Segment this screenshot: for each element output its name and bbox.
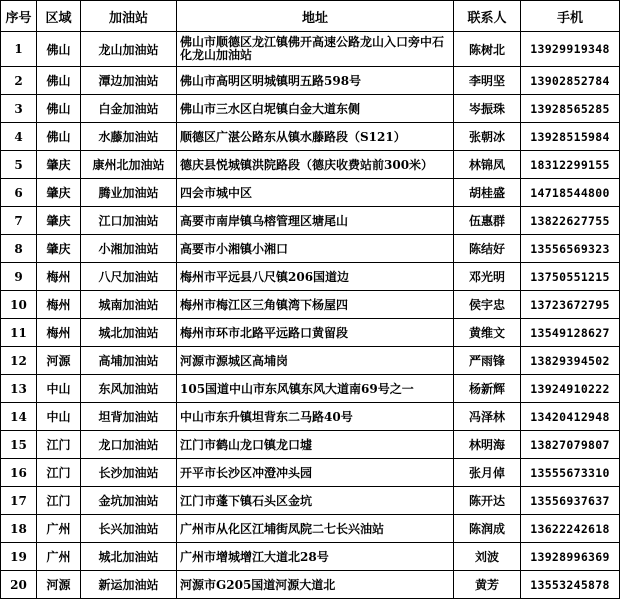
address: 广州市从化区江埔街凤院二七长兴油站 <box>177 515 454 543</box>
table-row <box>1 403 620 431</box>
table-row <box>1 571 620 599</box>
row-index: 10 <box>1 291 37 319</box>
contact-name: 岑振珠 <box>454 95 521 123</box>
phone-number: 13829394502 <box>521 347 620 375</box>
region: 河源 <box>37 347 81 375</box>
region: 江门 <box>37 487 81 515</box>
address: 梅州市环市北路平远路口黄留段 <box>177 319 454 347</box>
station-name: 龙口加油站 <box>81 431 177 459</box>
phone-number: 13750551215 <box>521 263 620 291</box>
table-row <box>1 67 620 95</box>
address: 江门市鹤山龙口镇龙口墟 <box>177 431 454 459</box>
contact-name: 林锦凤 <box>454 151 521 179</box>
row-index: 15 <box>1 431 37 459</box>
row-index: 5 <box>1 151 37 179</box>
table-row <box>1 487 620 515</box>
phone-number: 13827079807 <box>521 431 620 459</box>
contact-name: 陈润成 <box>454 515 521 543</box>
station-name: 康州北加油站 <box>81 151 177 179</box>
table-row <box>1 319 620 347</box>
address: 佛山市高明区明城镇明五路598号 <box>177 67 454 95</box>
station-name: 新运加油站 <box>81 571 177 599</box>
table-row <box>1 543 620 571</box>
table-row <box>1 515 620 543</box>
contact-name: 张朝冰 <box>454 123 521 151</box>
address: 德庆县悦城镇洪院路段（德庆收费站前300米） <box>177 151 454 179</box>
address: 广州市增城增江大道北28号 <box>177 543 454 571</box>
region: 中山 <box>37 375 81 403</box>
region: 河源 <box>37 571 81 599</box>
table-row <box>1 431 620 459</box>
phone-number: 13723672795 <box>521 291 620 319</box>
region: 江门 <box>37 459 81 487</box>
contact-name: 侯宇忠 <box>454 291 521 319</box>
table-row <box>1 179 620 207</box>
station-name: 水藤加油站 <box>81 123 177 151</box>
table-row <box>1 263 620 291</box>
row-index: 8 <box>1 235 37 263</box>
station-name: 潭边加油站 <box>81 67 177 95</box>
region: 江门 <box>37 431 81 459</box>
table-row <box>1 235 620 263</box>
table-row <box>1 375 620 403</box>
phone-number: 13929919348 <box>521 32 620 67</box>
station-name: 金坑加油站 <box>81 487 177 515</box>
contact-name: 黄维文 <box>454 319 521 347</box>
region: 肇庆 <box>37 151 81 179</box>
row-index: 9 <box>1 263 37 291</box>
header-region: 区域 <box>37 1 81 32</box>
contact-name: 严雨锋 <box>454 347 521 375</box>
address: 开平市长沙区冲澄冲头园 <box>177 459 454 487</box>
station-name: 城北加油站 <box>81 543 177 571</box>
row-index: 13 <box>1 375 37 403</box>
phone-number: 13555673310 <box>521 459 620 487</box>
row-index: 7 <box>1 207 37 235</box>
address: 高要市南岸镇乌榕管理区塘尾山 <box>177 207 454 235</box>
row-index: 1 <box>1 32 37 67</box>
phone-number: 13556937637 <box>521 487 620 515</box>
contact-name: 刘波 <box>454 543 521 571</box>
row-index: 11 <box>1 319 37 347</box>
row-index: 14 <box>1 403 37 431</box>
phone-number: 14718544800 <box>521 179 620 207</box>
station-name: 东风加油站 <box>81 375 177 403</box>
address: 高要市小湘镇小湘口 <box>177 235 454 263</box>
contact-name: 胡桂盛 <box>454 179 521 207</box>
station-name: 城南加油站 <box>81 291 177 319</box>
station-name: 长兴加油站 <box>81 515 177 543</box>
region: 肇庆 <box>37 235 81 263</box>
row-index: 6 <box>1 179 37 207</box>
row-index: 4 <box>1 123 37 151</box>
contact-name: 陈树北 <box>454 32 521 67</box>
phone-number: 13822627755 <box>521 207 620 235</box>
table-row <box>1 459 620 487</box>
header-address: 地址 <box>177 1 454 32</box>
phone-number: 13928565285 <box>521 95 620 123</box>
contact-name: 杨新辉 <box>454 375 521 403</box>
row-index: 18 <box>1 515 37 543</box>
contact-name: 李明坚 <box>454 67 521 95</box>
region: 佛山 <box>37 67 81 95</box>
address: 梅州市梅江区三角镇湾下杨屋四 <box>177 291 454 319</box>
header-index: 序号 <box>1 1 37 32</box>
station-name: 坦背加油站 <box>81 403 177 431</box>
table-row <box>1 207 620 235</box>
phone-number: 13924910222 <box>521 375 620 403</box>
table-row <box>1 32 620 67</box>
table-header-row <box>1 1 620 32</box>
phone-number: 13553245878 <box>521 571 620 599</box>
phone-number: 18312299155 <box>521 151 620 179</box>
station-name: 高埔加油站 <box>81 347 177 375</box>
station-name: 江口加油站 <box>81 207 177 235</box>
region: 广州 <box>37 515 81 543</box>
region: 肇庆 <box>37 179 81 207</box>
region: 梅州 <box>37 291 81 319</box>
contact-name: 林明海 <box>454 431 521 459</box>
phone-number: 13420412948 <box>521 403 620 431</box>
table-row <box>1 151 620 179</box>
row-index: 12 <box>1 347 37 375</box>
phone-number: 13556569323 <box>521 235 620 263</box>
phone-number: 13928996369 <box>521 543 620 571</box>
address: 梅州市平远县八尺镇206国道边 <box>177 263 454 291</box>
address: 中山市东升镇坦背东二马路40号 <box>177 403 454 431</box>
address: 佛山市三水区白坭镇白金大道东侧 <box>177 95 454 123</box>
table-row <box>1 291 620 319</box>
row-index: 17 <box>1 487 37 515</box>
address: 佛山市顺德区龙江镇佛开高速公路龙山入口旁中石化龙山加油站 <box>177 32 454 67</box>
table-body <box>1 32 620 599</box>
header-phone: 手机 <box>521 1 620 32</box>
phone-number: 13902852784 <box>521 67 620 95</box>
contact-name: 张月倬 <box>454 459 521 487</box>
header-contact: 联系人 <box>454 1 521 32</box>
row-index: 20 <box>1 571 37 599</box>
region: 佛山 <box>37 123 81 151</box>
contact-name: 陈结好 <box>454 235 521 263</box>
phone-number: 13928515984 <box>521 123 620 151</box>
address: 河源市G205国道河源大道北 <box>177 571 454 599</box>
row-index: 19 <box>1 543 37 571</box>
header-station: 加油站 <box>81 1 177 32</box>
contact-name: 冯泽林 <box>454 403 521 431</box>
station-name: 龙山加油站 <box>81 32 177 67</box>
contact-name: 陈开达 <box>454 487 521 515</box>
station-name: 八尺加油站 <box>81 263 177 291</box>
region: 肇庆 <box>37 207 81 235</box>
address: 河源市源城区高埔岗 <box>177 347 454 375</box>
table-row <box>1 347 620 375</box>
row-index: 16 <box>1 459 37 487</box>
region: 佛山 <box>37 95 81 123</box>
address: 四会市城中区 <box>177 179 454 207</box>
address: 江门市蓬下镇石头区金坑 <box>177 487 454 515</box>
region: 中山 <box>37 403 81 431</box>
row-index: 3 <box>1 95 37 123</box>
address: 顺德区广湛公路东从镇水藤路段（S121） <box>177 123 454 151</box>
region: 广州 <box>37 543 81 571</box>
phone-number: 13622242618 <box>521 515 620 543</box>
contact-name: 伍惠群 <box>454 207 521 235</box>
contact-name: 黄芳 <box>454 571 521 599</box>
station-name: 城北加油站 <box>81 319 177 347</box>
station-name: 腾业加油站 <box>81 179 177 207</box>
phone-number: 13549128627 <box>521 319 620 347</box>
table-row <box>1 123 620 151</box>
contact-name: 邓光明 <box>454 263 521 291</box>
address: 105国道中山市东风镇东风大道南69号之一 <box>177 375 454 403</box>
region: 佛山 <box>37 32 81 67</box>
station-name: 白金加油站 <box>81 95 177 123</box>
region: 梅州 <box>37 263 81 291</box>
station-name: 小湘加油站 <box>81 235 177 263</box>
row-index: 2 <box>1 67 37 95</box>
region: 梅州 <box>37 319 81 347</box>
table-row <box>1 95 620 123</box>
station-name: 长沙加油站 <box>81 459 177 487</box>
